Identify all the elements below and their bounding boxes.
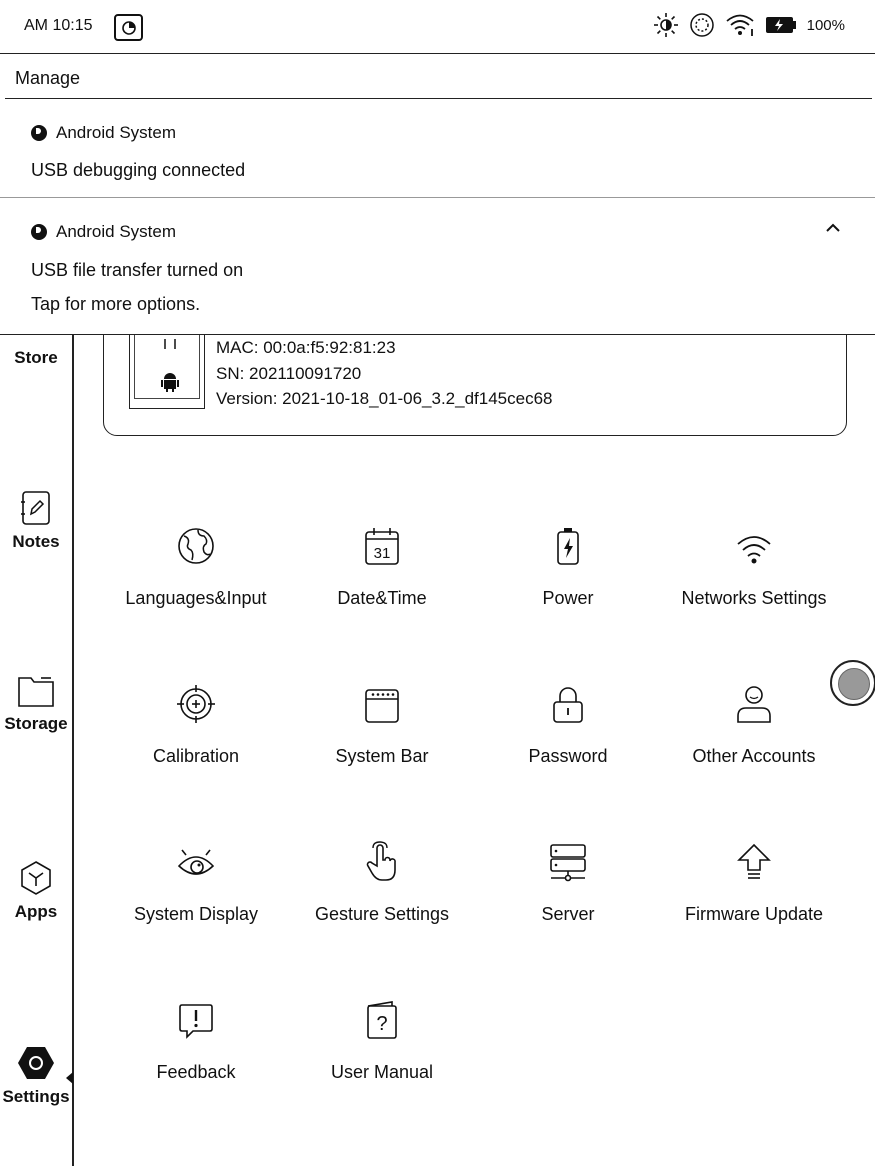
android-system-icon (31, 125, 47, 141)
nav-item-apps[interactable] (0, 860, 72, 922)
nav-item-label: Store (14, 348, 58, 367)
setting-label: Feedback (156, 1062, 236, 1082)
setting-label: Networks Settings (681, 588, 827, 608)
notification-body: Tap for more options. (31, 294, 201, 314)
notification-title: USB file transfer turned on (31, 260, 244, 280)
android-system-icon (31, 224, 47, 240)
notification-source (31, 123, 176, 143)
crosshair-icon (176, 684, 216, 724)
app-notification-icon[interactable] (114, 14, 143, 41)
nav-item-settings[interactable] (0, 1045, 72, 1107)
notification-source-label: Android System (56, 123, 176, 142)
notification-title: USB debugging connected (31, 160, 246, 180)
notification-source-label: Android System (56, 222, 176, 241)
svg-text:?: ? (376, 1013, 388, 1035)
nav-item-label: Notes (12, 532, 60, 551)
nav-selected-indicator (66, 1072, 73, 1084)
setting-label: Password (528, 746, 608, 766)
setting-label: Languages&Input (125, 588, 267, 608)
battery-icon (765, 16, 797, 34)
wifi-icon[interactable] (725, 12, 755, 38)
wifi-icon (735, 532, 773, 566)
nav-item-store[interactable] (0, 335, 72, 368)
setting-server[interactable] (475, 834, 661, 925)
left-navigation (0, 335, 74, 1166)
battery-percentage: 100% (806, 16, 845, 34)
window-icon (364, 686, 400, 724)
globe-icon (176, 526, 216, 566)
apps-icon (18, 860, 54, 896)
setting-label: User Manual (330, 1062, 434, 1082)
device-info-text (216, 335, 553, 412)
setting-other-accounts[interactable] (661, 676, 847, 767)
setting-calibration[interactable] (103, 676, 289, 767)
notification-usb-file-transfer[interactable] (0, 197, 875, 335)
setting-password[interactable] (475, 676, 661, 767)
setting-label: Gesture Settings (314, 904, 450, 924)
device-mac: MAC: 00:0a:f5:92:81:23 (216, 338, 396, 357)
setting-user-manual[interactable] (289, 992, 475, 1083)
calendar-icon (363, 526, 401, 566)
notes-icon (19, 490, 53, 526)
status-bar (0, 0, 875, 54)
setting-label: Other Accounts (692, 746, 816, 766)
chevron-up-icon[interactable] (825, 222, 841, 234)
hand-pointer-icon (364, 840, 400, 882)
lock-icon (551, 684, 585, 724)
setting-date-time[interactable] (289, 518, 475, 609)
manual-icon (365, 1000, 399, 1040)
plug-icon (161, 339, 179, 349)
manage-notifications-button[interactable]: Manage (15, 68, 81, 88)
brightness-icon[interactable] (653, 12, 679, 38)
nav-item-storage[interactable] (0, 674, 72, 734)
device-sn: SN: 202110091720 (216, 363, 362, 383)
setting-gesture[interactable] (289, 834, 475, 925)
notification-source (31, 222, 176, 242)
nav-item-label: Settings (2, 1087, 70, 1106)
setting-label: Firmware Update (684, 904, 824, 924)
server-icon (548, 842, 588, 882)
android-icon (161, 370, 179, 392)
nav-item-notes[interactable] (0, 490, 72, 552)
notification-shade (0, 54, 875, 335)
setting-firmware-update[interactable] (661, 834, 847, 925)
storage-icon (17, 674, 55, 708)
setting-label: Calibration (152, 746, 240, 766)
feedback-icon (177, 1002, 215, 1040)
setting-system-bar[interactable] (289, 676, 475, 767)
setting-feedback[interactable] (103, 992, 289, 1083)
setting-label: System Bar (335, 746, 429, 766)
setting-networks[interactable] (661, 518, 847, 609)
setting-system-display[interactable] (103, 834, 289, 925)
setting-label: System Display (133, 904, 259, 924)
nav-item-label: Apps (14, 902, 58, 921)
user-icon (736, 684, 772, 724)
sync-icon[interactable] (689, 12, 715, 38)
settings-icon (17, 1045, 55, 1081)
setting-languages-input[interactable] (103, 518, 289, 609)
status-time: AM 10:15 (24, 17, 93, 34)
setting-power[interactable] (475, 518, 661, 609)
setting-label: Power (542, 588, 594, 608)
upload-arrow-icon (736, 842, 772, 882)
nav-item-label: Storage (4, 714, 68, 733)
setting-label: Server (541, 904, 595, 924)
device-version: Version: 2021-10-18_01-06_3.2_df145cec68 (216, 389, 553, 408)
calendar-day: 31 (373, 545, 391, 562)
divider (5, 98, 872, 99)
eye-icon (176, 844, 216, 882)
setting-label: Date&Time (337, 588, 427, 608)
floating-assist-button[interactable] (830, 660, 875, 706)
battery-icon (555, 526, 581, 566)
